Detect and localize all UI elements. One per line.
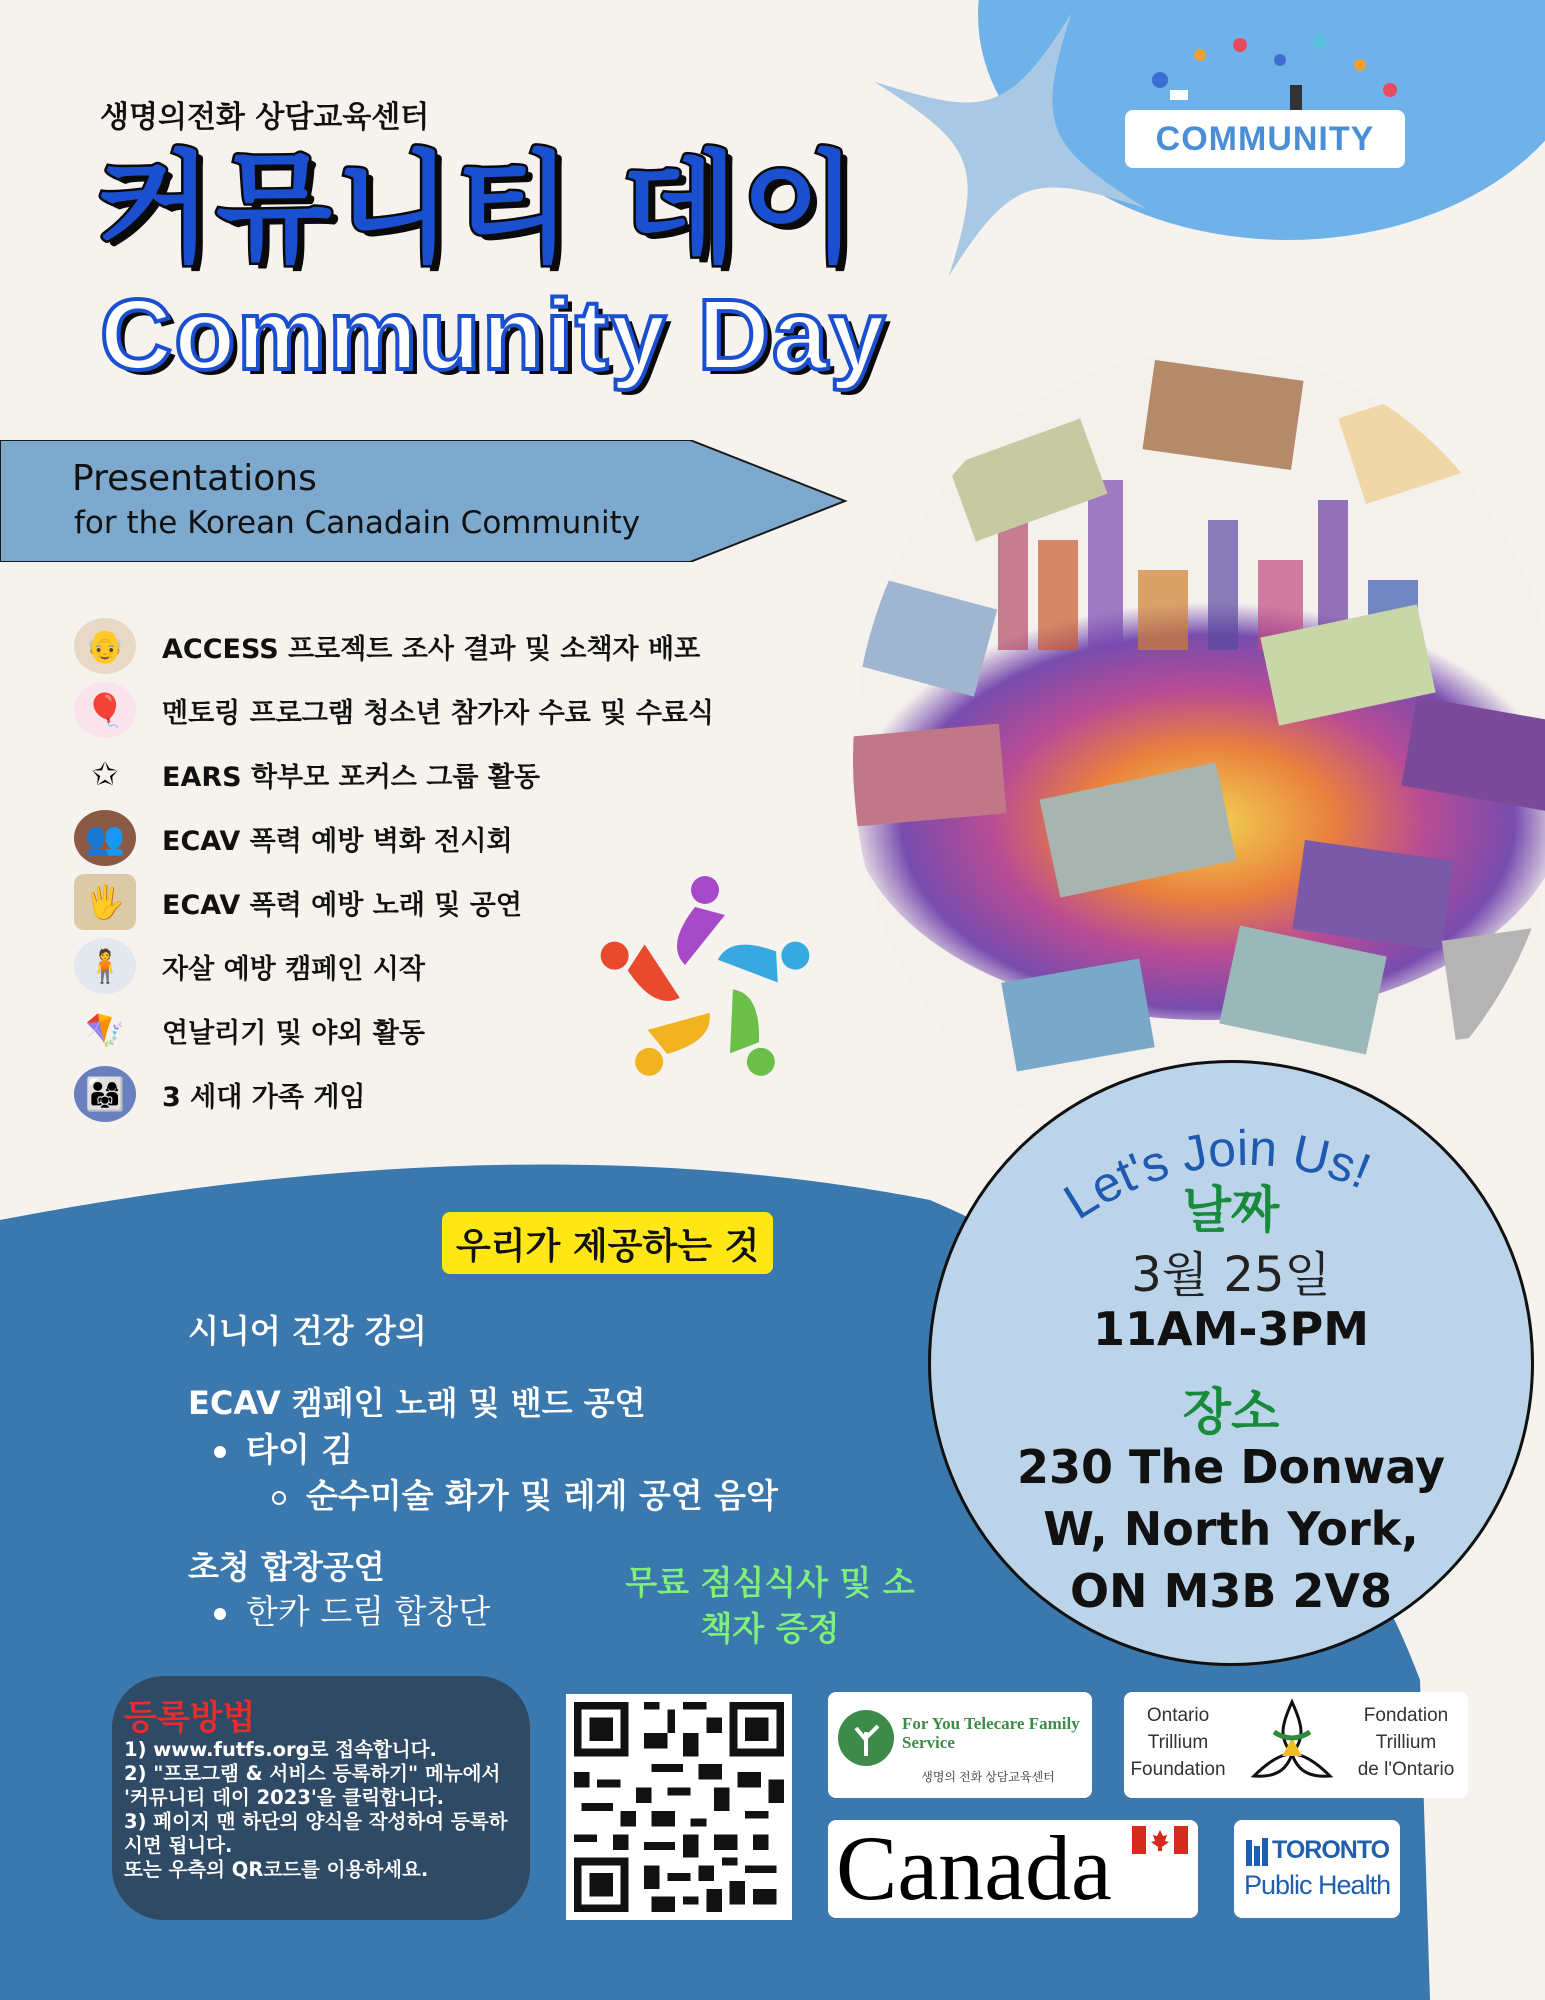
registration-step: 3) 페이지 맨 하단의 양식을 작성하여 등록하시면 됩니다.	[124, 1810, 508, 1857]
community-logo: COMMUNITY	[1125, 110, 1405, 168]
futfs-name-ko: 생명의 전화 상담교육센터	[921, 1770, 1055, 1784]
address-line: W, North York,	[1043, 1502, 1419, 1556]
offer-item: ECAV 캠페인 노래 및 밴드 공연	[188, 1384, 646, 1422]
list-item: 👨‍👩‍👧 3 세대 가족 게임	[74, 1064, 365, 1124]
date-label: 날짜	[1182, 1181, 1280, 1239]
trillium-logo[interactable]	[1124, 1692, 1468, 1798]
list-item: 🧍 자살 예방 캠페인 시작	[74, 936, 425, 996]
bullet-ring-icon	[272, 1491, 286, 1505]
banner-subtitle: for the Korean Canadain Community	[74, 505, 641, 541]
group-faces-icon: 👥	[74, 810, 136, 866]
list-item: ✩ EARS 학부모 포커스 그룹 활동	[74, 744, 540, 804]
free-lunch-note: 무료 점심식사 및 소책자 증정	[625, 1563, 915, 1648]
date-value: 3월 25일	[1131, 1247, 1331, 1303]
stars-people-icon: ✩	[74, 746, 136, 802]
trillium-name-en: Ontario Trillium Foundation	[1130, 1705, 1226, 1780]
registration-step: 2) "프로그램 & 서비스 등록하기" 메뉴에서 '커뮤니티 데이 2023'을 클릭합니다.	[124, 1762, 501, 1809]
address-line: ON M3B 2V8	[1069, 1564, 1393, 1618]
list-item: 👴 ACCESS 프로젝트 조사 결과 및 소책자 배포	[74, 616, 700, 676]
sad-person-icon: 🧍	[74, 938, 136, 994]
time-value: 11AM-3PM	[1093, 1302, 1369, 1356]
people-circle-icon	[590, 870, 820, 1100]
list-item: 🖐 ECAV 폭력 예방 노래 및 공연	[74, 872, 522, 932]
ecav-logo-icon: 🖐	[74, 874, 136, 930]
registration-step: 1) www.futfs.org로 접속합니다.	[124, 1738, 437, 1761]
bullet-icon	[214, 1446, 226, 1458]
offer-item: 초청 합창공연	[188, 1548, 385, 1586]
title-english: Community Day	[100, 279, 888, 391]
offer-item: 시니어 건강 강의	[188, 1312, 427, 1350]
canada-flag-icon	[1132, 1826, 1188, 1854]
children-balloons-icon: 🎈	[74, 682, 136, 738]
title-korean: 커뮤니티 데이	[96, 140, 862, 279]
registration-step: 또는 우측의 QR코드를 이용하세요.	[124, 1858, 429, 1881]
futfs-name-en: For You Telecare Family Service	[902, 1714, 1080, 1752]
list-item: 🪁 연날리기 및 야외 활동	[74, 1000, 425, 1060]
address-line: 230 The Donway	[1016, 1440, 1445, 1494]
canada-wordmark[interactable]	[828, 1817, 1198, 1919]
list-item: 👥 ECAV 폭력 예방 벽화 전시회	[74, 808, 513, 868]
registration-title: 등록방법	[124, 1698, 256, 1738]
toronto-city-hall-icon	[1244, 1836, 1270, 1866]
registration-steps	[124, 1738, 509, 1882]
trillium-name-fr: Fondation Trillium de l'Ontario	[1357, 1705, 1455, 1780]
place-label: 장소	[1182, 1383, 1280, 1441]
sparkle-shape	[860, 0, 1160, 290]
canada-text: Canada	[836, 1817, 1112, 1919]
offer-subitem: 순수미술 화가 및 레게 공연 음악	[272, 1470, 778, 1517]
toronto-public-health-logo[interactable]	[1234, 1820, 1400, 1918]
kite-icon: 🪁	[74, 1002, 136, 1058]
list-item: 🎈 멘토링 프로그램 청소년 참가자 수료 및 수료식	[74, 680, 714, 740]
bullet-icon	[214, 1608, 226, 1620]
offer-subitem: 타이 김	[214, 1424, 353, 1471]
join-us-text: Let's Join Us!	[1054, 1119, 1379, 1230]
offer-heading-badge: 우리가 제공하는 것	[442, 1212, 773, 1274]
public-health-text: Public Health	[1244, 1870, 1391, 1900]
elderly-man-icon: 👴	[74, 618, 136, 674]
toronto-text: TORONTO	[1272, 1836, 1390, 1864]
org-name: 생명의전화 상담교육센터	[100, 100, 430, 135]
offer-subitem: 한카 드림 합창단	[214, 1586, 490, 1633]
family-game-icon: 👨‍👩‍👧	[74, 1066, 136, 1122]
futfs-tree-icon	[836, 1708, 896, 1768]
qr-code[interactable]	[566, 1694, 792, 1920]
trillium-flower-icon	[1244, 1698, 1340, 1794]
banner-title: Presentations	[72, 458, 317, 499]
futfs-logo[interactable]	[828, 1692, 1092, 1798]
handshake-city-collage	[848, 330, 1545, 1170]
community-bubbles-icon	[1130, 30, 1420, 115]
